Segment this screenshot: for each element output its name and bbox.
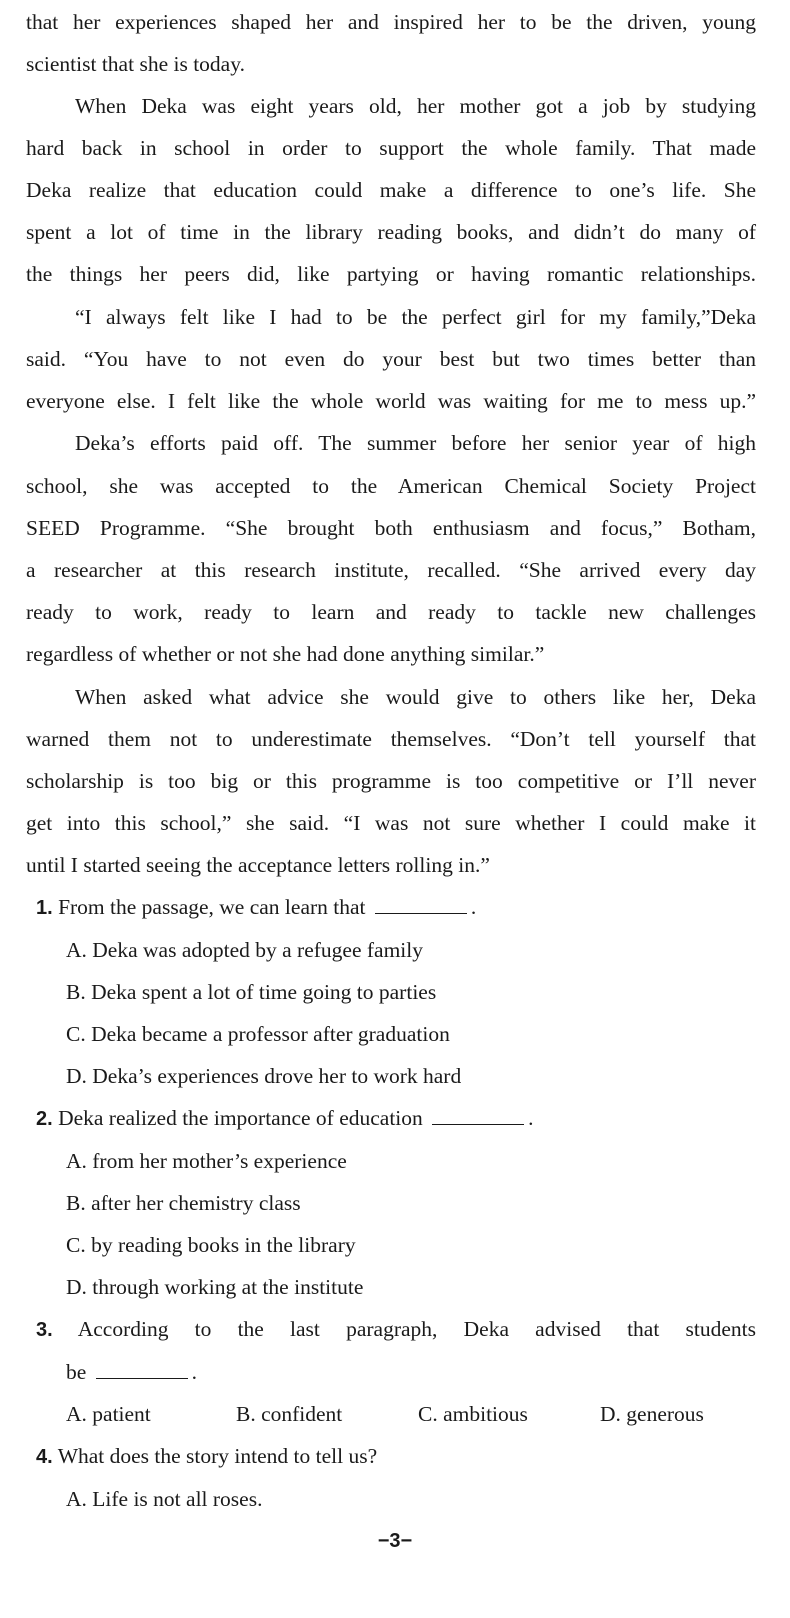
option-2d[interactable]: D. through working at the institute xyxy=(66,1275,364,1299)
option-2c[interactable]: C. by reading books in the library xyxy=(66,1233,356,1257)
option-3d[interactable]: D. generous xyxy=(600,1402,704,1426)
passage-line: a researcher at this research institute, recalled. “She arrived every day xyxy=(26,558,756,582)
page-number: −3− xyxy=(377,1530,413,1552)
option-1b[interactable]: B. Deka spent a lot of time going to parties xyxy=(66,980,437,1004)
passage-line: hard back in school in order to support the whole family. That made xyxy=(26,136,756,160)
option-2a[interactable]: A. from her mother’s experience xyxy=(66,1149,347,1173)
option-3b[interactable]: B. confident xyxy=(236,1402,343,1426)
passage-line: the things her peers did, like partying or having romantic relationships. xyxy=(26,262,756,286)
answer-blank[interactable] xyxy=(96,1358,188,1379)
option-3c[interactable]: C. ambitious xyxy=(418,1402,528,1426)
question-3-stem-continued xyxy=(66,1358,756,1386)
passage-line: warned them not to underestimate themselves. “Don’t tell yourself that xyxy=(26,727,756,751)
passage-line: said. “You have to not even do your best but two times better than xyxy=(26,347,756,371)
passage-line: everyone else. I felt like the whole world was waiting for me to mess up.” xyxy=(26,389,756,413)
option-1c[interactable]: C. Deka became a professor after graduation xyxy=(66,1022,450,1046)
passage-line: ready to work, ready to learn and ready to tackle new challenges xyxy=(26,600,756,624)
question-4-stem xyxy=(36,1442,756,1471)
question-end: . xyxy=(191,1360,198,1384)
question-end: . xyxy=(528,1106,534,1130)
question-3-stem xyxy=(36,1315,756,1344)
question-number: 4. xyxy=(36,1446,53,1468)
passage-line: until I started seeing the acceptance letters rolling in.” xyxy=(26,853,490,877)
question-text: be xyxy=(66,1360,87,1384)
passage-line: get into this school,” she said. “I was not sure whether I could make it xyxy=(26,811,756,835)
option-1a[interactable]: A. Deka was adopted by a refugee family xyxy=(66,938,423,962)
question-1-stem xyxy=(36,893,756,922)
question-text: From the passage, we can learn that xyxy=(58,895,366,919)
passage-line: When Deka was eight years old, her mother got a job by studying xyxy=(75,94,756,118)
question-number: 3. xyxy=(36,1319,53,1341)
option-4a[interactable]: A. Life is not all roses. xyxy=(66,1487,263,1511)
passage-line: When asked what advice she would give to others like her, Deka xyxy=(75,685,756,709)
option-3a[interactable]: A. patient xyxy=(66,1402,151,1426)
passage-line: Deka realize that education could make a difference to one’s life. She xyxy=(26,178,756,202)
passage-line: “I always felt like I had to be the perfect girl for my family,”Deka xyxy=(75,305,756,329)
question-end: . xyxy=(470,895,477,919)
question-2-stem xyxy=(36,1104,756,1133)
option-1d[interactable]: D. Deka’s experiences drove her to work hard xyxy=(66,1064,462,1088)
question-number: 1. xyxy=(36,897,53,919)
option-2b[interactable]: B. after her chemistry class xyxy=(66,1191,301,1215)
answer-blank[interactable] xyxy=(432,1104,524,1125)
passage-line: spent a lot of time in the library reading books, and didn’t do many of xyxy=(26,220,756,244)
answer-blank[interactable] xyxy=(375,893,467,914)
passage-line: SEED Programme. “She brought both enthusiasm and focus,” Botham, xyxy=(26,516,756,540)
passage-line: school, she was accepted to the American Chemical Society Project xyxy=(26,474,756,498)
question-text: Deka realized the importance of education xyxy=(58,1106,423,1130)
passage-line: that her experiences shaped her and inspired her to be the driven, young xyxy=(26,10,756,34)
question-number: 2. xyxy=(36,1108,53,1130)
passage-line: regardless of whether or not she had done anything similar.” xyxy=(26,642,545,666)
passage-line: scholarship is too big or this programme is too competitive or I’ll never xyxy=(26,769,756,793)
passage-line: scientist that she is today. xyxy=(26,52,245,76)
question-text: What does the story intend to tell us? xyxy=(57,1444,378,1468)
question-text: According to the last paragraph, Deka advised that students xyxy=(77,1317,756,1341)
passage-line: Deka’s efforts paid off. The summer before her senior year of high xyxy=(75,431,756,455)
